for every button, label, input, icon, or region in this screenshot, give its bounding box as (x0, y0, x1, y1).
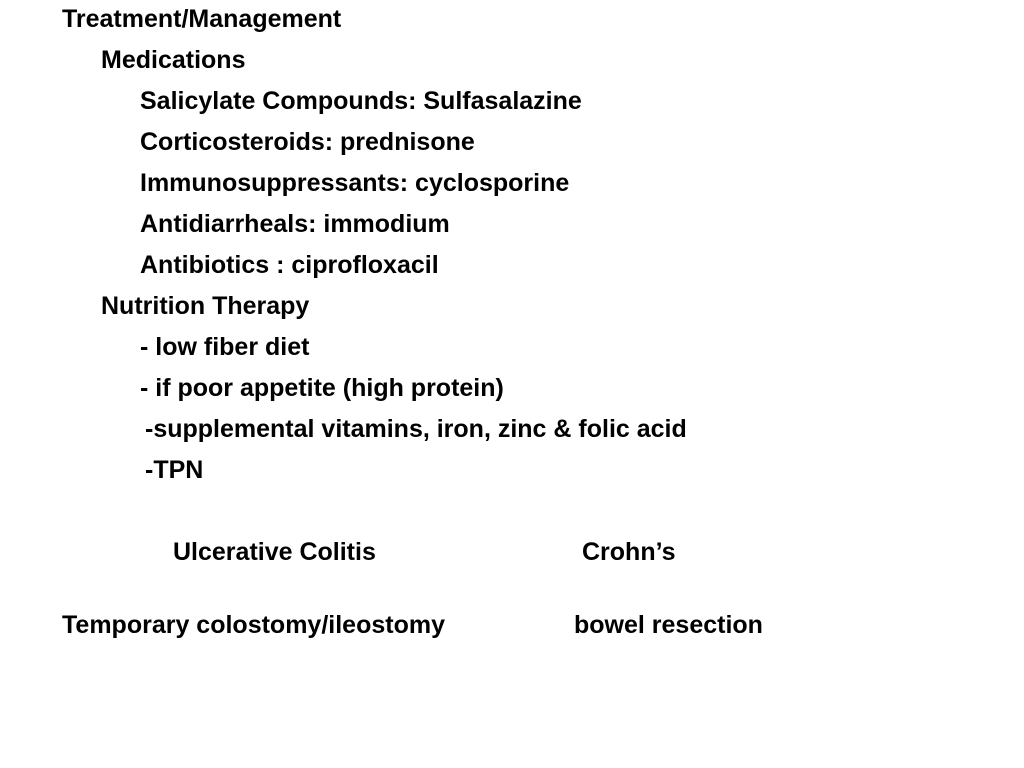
nutrition-title: Nutrition Therapy (101, 292, 310, 320)
medication-item: Immunosuppressants: cyclosporine (140, 169, 570, 197)
crohns-label: Crohn’s (582, 538, 676, 566)
crohns-treatment: bowel resection (574, 611, 763, 639)
uc-label: Ulcerative Colitis (173, 538, 376, 566)
medication-item: Salicylate Compounds: Sulfasalazine (140, 87, 582, 115)
nutrition-item: -supplemental vitamins, iron, zinc & folic acid (145, 415, 687, 443)
medication-item: Antidiarrheals: immodium (140, 210, 450, 238)
medication-item: Antibiotics : ciprofloxacil (140, 251, 439, 279)
nutrition-item: - low fiber diet (140, 333, 310, 361)
medication-item: Corticosteroids: prednisone (140, 128, 475, 156)
slide-heading: Treatment/Management (62, 5, 342, 33)
uc-treatment: Temporary colostomy/ileostomy (62, 611, 445, 639)
nutrition-item: - if poor appetite (high protein) (140, 374, 504, 402)
medications-title: Medications (101, 46, 246, 74)
nutrition-item: -TPN (145, 456, 204, 484)
